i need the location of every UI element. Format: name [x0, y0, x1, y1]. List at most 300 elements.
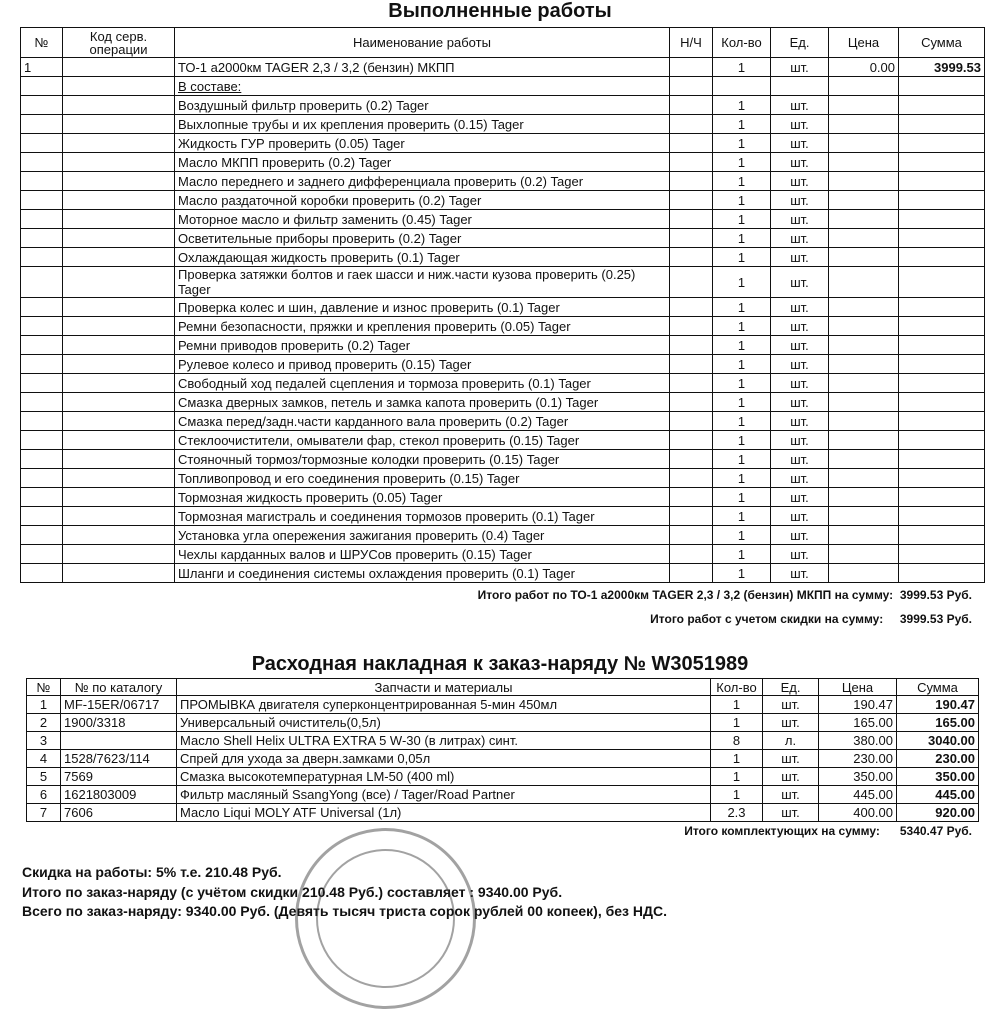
cell-name: Смазка перед/задн.части карданного вала проверить (0.2) Tager	[175, 412, 670, 431]
parts-row	[27, 786, 979, 804]
cell-nh	[670, 374, 713, 393]
works-main-row	[21, 58, 985, 77]
col-name: Запчасти и материалы	[177, 679, 711, 696]
cell-price	[829, 431, 899, 450]
cell-sum	[899, 267, 985, 298]
works-item-row	[21, 153, 985, 172]
parts-total-line	[684, 824, 972, 838]
works-discount-total-label: Итого работ с учетом скидки на сумму:	[650, 612, 884, 626]
cell-code	[63, 153, 175, 172]
cell-code	[63, 526, 175, 545]
cell-price	[829, 267, 899, 298]
works-item-row	[21, 431, 985, 450]
works-item-row	[21, 210, 985, 229]
parts-row	[27, 804, 979, 822]
cell-nh	[670, 564, 713, 583]
works-item-row	[21, 229, 985, 248]
cell-sum: 445.00	[897, 786, 979, 804]
cell-code	[63, 298, 175, 317]
works-item-row	[21, 374, 985, 393]
works-composition-row	[21, 77, 985, 96]
parts-title: Расходная накладная к заказ-наряду № W3051989	[251, 653, 749, 675]
cell-price	[829, 229, 899, 248]
cell-price	[829, 355, 899, 374]
cell-name: ПРОМЫВКА двигателя суперконцентрированная 5-мин 450мл	[177, 696, 711, 714]
cell-name: Рулевое колесо и привод проверить (0.15) Tager	[175, 355, 670, 374]
cell-sum: 190.47	[897, 696, 979, 714]
cell-sum	[899, 153, 985, 172]
cell-name: Ремни приводов проверить (0.2) Tager	[175, 336, 670, 355]
cell-name: Масло Liqui MOLY ATF Universal (1л)	[177, 804, 711, 822]
cell-name: Проверка затяжки болтов и гаек шасси и ниж.части кузова проверить (0.25) Tager	[175, 267, 670, 298]
cell-qty: 1	[713, 153, 771, 172]
cell-qty: 1	[713, 96, 771, 115]
cell-price	[829, 298, 899, 317]
cell-name: Масло раздаточной коробки проверить (0.2) Tager	[175, 191, 670, 210]
cell-name: Проверка колес и шин, давление и износ проверить (0.1) Tager	[175, 298, 670, 317]
cell-num	[21, 229, 63, 248]
cell-unit: шт.	[771, 564, 829, 583]
cell-num: 2	[27, 714, 61, 732]
cell-sum	[899, 298, 985, 317]
cell-sum	[899, 355, 985, 374]
cell-nh	[670, 210, 713, 229]
cell-nh	[670, 488, 713, 507]
cell-qty: 1	[713, 564, 771, 583]
cell-name: Масло переднего и заднего дифференциала проверить (0.2) Tager	[175, 172, 670, 191]
works-item-row	[21, 545, 985, 564]
cell-sum	[899, 96, 985, 115]
cell-num: 5	[27, 768, 61, 786]
cell-code	[63, 115, 175, 134]
cell-unit: шт.	[771, 229, 829, 248]
cell-unit: шт.	[771, 526, 829, 545]
cell-qty: 1	[713, 488, 771, 507]
cell-qty: 1	[713, 191, 771, 210]
cell-catalog: 1528/7623/114	[61, 750, 177, 768]
cell-price	[829, 412, 899, 431]
cell-unit: шт.	[771, 469, 829, 488]
works-item-row	[21, 298, 985, 317]
cell-qty: 1	[711, 750, 763, 768]
works-table	[20, 27, 985, 583]
cell-sum	[899, 393, 985, 412]
parts-table	[26, 678, 979, 822]
cell-name: Шланги и соединения системы охлаждения проверить (0.1) Tager	[175, 564, 670, 583]
cell-sum	[899, 564, 985, 583]
discount-line: Скидка на работы: 5% т.е. 210.48 Руб.	[22, 864, 282, 880]
cell-num: 6	[27, 786, 61, 804]
cell-unit: шт.	[771, 298, 829, 317]
works-item-row	[21, 172, 985, 191]
cell-num	[21, 526, 63, 545]
cell-code	[63, 172, 175, 191]
cell-qty: 1	[713, 229, 771, 248]
cell-code	[63, 191, 175, 210]
cell-qty: 1	[713, 336, 771, 355]
cell-unit: шт.	[763, 696, 819, 714]
cell-catalog: 7606	[61, 804, 177, 822]
works-item-row	[21, 469, 985, 488]
cell-sum	[899, 431, 985, 450]
cell-price	[829, 374, 899, 393]
col-name: Наименование работы	[175, 28, 670, 58]
cell-unit: шт.	[771, 191, 829, 210]
cell-name: Охлаждающая жидкость проверить (0.1) Tager	[175, 248, 670, 267]
cell-price: 165.00	[819, 714, 897, 732]
cell-sum: 920.00	[897, 804, 979, 822]
cell-qty: 1	[713, 210, 771, 229]
parts-row	[27, 768, 979, 786]
cell-sum: 230.00	[897, 750, 979, 768]
cell-num: 1	[21, 58, 63, 77]
cell-price: 0.00	[829, 58, 899, 77]
cell-unit: шт.	[771, 507, 829, 526]
cell-num	[21, 172, 63, 191]
cell-nh	[670, 248, 713, 267]
cell-code	[63, 96, 175, 115]
cell-catalog	[61, 732, 177, 750]
cell-sum	[899, 374, 985, 393]
cell-num	[21, 355, 63, 374]
cell-nh	[670, 267, 713, 298]
cell-num	[21, 412, 63, 431]
cell-price	[829, 191, 899, 210]
cell-sum	[899, 134, 985, 153]
cell-price	[829, 153, 899, 172]
cell-name: Чехлы карданных валов и ШРУСов проверить (0.15) Tager	[175, 545, 670, 564]
cell-code	[63, 267, 175, 298]
cell-sum	[899, 469, 985, 488]
cell-num	[21, 507, 63, 526]
cell-unit: шт.	[771, 336, 829, 355]
cell-code	[63, 248, 175, 267]
cell-sum: 350.00	[897, 768, 979, 786]
cell-name: Моторное масло и фильтр заменить (0.45) Tager	[175, 210, 670, 229]
works-item-row	[21, 134, 985, 153]
cell-sum: 3999.53	[899, 58, 985, 77]
works-item-row	[21, 507, 985, 526]
cell-num	[21, 374, 63, 393]
cell-price	[829, 134, 899, 153]
cell-price	[829, 450, 899, 469]
col-code: Код серв. операции	[63, 28, 175, 58]
cell-name: Тормозная жидкость проверить (0.05) Tager	[175, 488, 670, 507]
cell-price	[829, 210, 899, 229]
cell-name: Ремни безопасности, пряжки и крепления проверить (0.05) Tager	[175, 317, 670, 336]
cell-qty: 1	[713, 393, 771, 412]
cell-sum	[899, 317, 985, 336]
cell-unit: шт.	[771, 267, 829, 298]
works-item-row	[21, 355, 985, 374]
cell-qty: 1	[711, 786, 763, 804]
cell-catalog: 7569	[61, 768, 177, 786]
cell-price: 350.00	[819, 768, 897, 786]
cell-nh	[670, 298, 713, 317]
cell-name: Выхлопные трубы и их крепления проверить (0.15) Tager	[175, 115, 670, 134]
cell-name: Фильтр масляный SsangYong (все) / Tager/Road Partner	[177, 786, 711, 804]
works-item-row	[21, 393, 985, 412]
cell-price	[829, 115, 899, 134]
cell-unit: шт.	[763, 768, 819, 786]
cell-price	[829, 545, 899, 564]
cell-name: Тормозная магистраль и соединения тормозов проверить (0.1) Tager	[175, 507, 670, 526]
cell-name: Топливопровод и его соединения проверить (0.15) Tager	[175, 469, 670, 488]
cell-name: Воздушный фильтр проверить (0.2) Tager	[175, 96, 670, 115]
cell-num: 3	[27, 732, 61, 750]
cell-unit: шт.	[771, 96, 829, 115]
cell-price	[829, 488, 899, 507]
cell-nh	[670, 134, 713, 153]
cell-qty: 1	[713, 317, 771, 336]
cell-qty: 1	[713, 134, 771, 153]
cell-price	[829, 507, 899, 526]
col-unit: Ед.	[763, 679, 819, 696]
cell-sum: 3040.00	[897, 732, 979, 750]
cell-unit: шт.	[771, 248, 829, 267]
cell-nh	[670, 545, 713, 564]
col-price: Цена	[819, 679, 897, 696]
cell-unit: шт.	[771, 172, 829, 191]
cell-sum	[899, 210, 985, 229]
cell-qty: 1	[713, 355, 771, 374]
company-stamp	[295, 828, 476, 1009]
cell-nh	[670, 355, 713, 374]
cell-unit: шт.	[771, 412, 829, 431]
cell-name: Осветительные приборы проверить (0.2) Tager	[175, 229, 670, 248]
cell-code	[63, 507, 175, 526]
cell-num: 1	[27, 696, 61, 714]
cell-catalog: 1621803009	[61, 786, 177, 804]
cell-qty: 1	[711, 768, 763, 786]
cell-sum	[899, 248, 985, 267]
col-qty: Кол-во	[711, 679, 763, 696]
cell-name: Жидкость ГУР проверить (0.05) Tager	[175, 134, 670, 153]
cell-unit: шт.	[771, 545, 829, 564]
cell-num	[21, 191, 63, 210]
cell-name: Масло МКПП проверить (0.2) Tager	[175, 153, 670, 172]
works-item-row	[21, 115, 985, 134]
cell-sum	[899, 507, 985, 526]
cell-nh	[670, 393, 713, 412]
col-unit: Ед.	[771, 28, 829, 58]
cell-unit: шт.	[771, 115, 829, 134]
cell-num: 4	[27, 750, 61, 768]
cell-sum	[899, 545, 985, 564]
cell-unit: шт.	[771, 134, 829, 153]
cell-sum	[899, 526, 985, 545]
cell-nh	[670, 431, 713, 450]
cell-unit: шт.	[763, 804, 819, 822]
cell-sum	[899, 412, 985, 431]
works-item-row	[21, 336, 985, 355]
cell-price	[829, 393, 899, 412]
cell-price: 400.00	[819, 804, 897, 822]
cell-num	[21, 96, 63, 115]
cell-price: 380.00	[819, 732, 897, 750]
cell-qty: 1	[711, 714, 763, 732]
cell-price	[829, 564, 899, 583]
cell-num	[21, 469, 63, 488]
cell-unit: шт.	[771, 393, 829, 412]
works-item-row	[21, 248, 985, 267]
cell-unit: шт.	[763, 786, 819, 804]
cell-code	[63, 355, 175, 374]
cell-unit: шт.	[771, 431, 829, 450]
cell-num	[21, 431, 63, 450]
cell-num	[21, 564, 63, 583]
cell-qty: 1	[713, 412, 771, 431]
cell-name: Спрей для ухода за дверн.замками 0,05л	[177, 750, 711, 768]
parts-row	[27, 714, 979, 732]
cell-price	[829, 469, 899, 488]
cell-code	[63, 229, 175, 248]
cell-name: Универсальный очиститель(0,5л)	[177, 714, 711, 732]
cell-name: Масло Shell Helix ULTRA EXTRA 5 W-30 (в литрах) синт.	[177, 732, 711, 750]
col-price: Цена	[829, 28, 899, 58]
cell-unit: шт.	[771, 355, 829, 374]
cell-qty: 1	[713, 248, 771, 267]
cell-qty: 1	[713, 298, 771, 317]
cell-qty: 1	[713, 267, 771, 298]
works-total-line	[478, 588, 972, 602]
works-item-row	[21, 191, 985, 210]
cell-price	[829, 526, 899, 545]
parts-total-label: Итого комплектующих на сумму:	[684, 824, 880, 838]
cell-nh	[670, 229, 713, 248]
col-sum: Сумма	[897, 679, 979, 696]
cell-code	[63, 431, 175, 450]
cell-price	[829, 336, 899, 355]
cell-qty: 1	[713, 115, 771, 134]
order-total-line: Итого по заказ-наряду (с учётом скидки 210.48 Руб.) составляет : 9340.00 Руб.	[22, 884, 563, 900]
cell-code	[63, 469, 175, 488]
cell-unit: шт.	[771, 153, 829, 172]
works-item-row	[21, 450, 985, 469]
cell-num: 7	[27, 804, 61, 822]
cell-nh	[670, 507, 713, 526]
works-item-row	[21, 317, 985, 336]
cell-nh	[670, 96, 713, 115]
parts-row	[27, 750, 979, 768]
cell-catalog: 1900/3318	[61, 714, 177, 732]
cell-name: Смазка высокотемпературная LM-50 (400 ml)	[177, 768, 711, 786]
cell-code	[63, 134, 175, 153]
cell-num	[21, 488, 63, 507]
cell-qty: 8	[711, 732, 763, 750]
cell-num	[21, 210, 63, 229]
col-qty: Кол-во	[713, 28, 771, 58]
works-body	[21, 58, 985, 583]
cell-code	[63, 545, 175, 564]
cell-sum	[899, 229, 985, 248]
works-total-value: 3999.53 Руб.	[899, 588, 972, 602]
works-title: Выполненные работы	[388, 0, 612, 22]
cell-sum	[899, 336, 985, 355]
cell-sum	[899, 488, 985, 507]
composition-label: В составе:	[175, 77, 670, 96]
cell-price	[829, 172, 899, 191]
cell-price: 445.00	[819, 786, 897, 804]
cell-nh	[670, 317, 713, 336]
cell-price: 190.47	[819, 696, 897, 714]
works-item-row	[21, 526, 985, 545]
cell-catalog: MF-15ER/06717	[61, 696, 177, 714]
cell-name: Стояночный тормоз/тормозные колодки проверить (0.15) Tager	[175, 450, 670, 469]
cell-unit: шт.	[771, 317, 829, 336]
cell-price	[829, 317, 899, 336]
cell-nh	[670, 172, 713, 191]
order-grand-total-line: Всего по заказ-наряду: 9340.00 Руб. (Девять тысяч триста сорок рублей 00 копеек), без НДС.	[22, 903, 667, 919]
cell-unit: шт.	[771, 210, 829, 229]
cell-num	[21, 545, 63, 564]
cell-nh	[670, 191, 713, 210]
parts-row	[27, 696, 979, 714]
parts-total-value: 5340.47 Руб.	[899, 824, 972, 838]
cell-nh	[670, 450, 713, 469]
cell-num	[21, 134, 63, 153]
works-total-label: Итого работ по ТО-1 а2000км TAGER 2,3 / 3,2 (бензин) МКПП на сумму:	[477, 588, 894, 602]
cell-qty: 1	[711, 696, 763, 714]
cell-num	[21, 298, 63, 317]
cell-code	[63, 488, 175, 507]
cell-sum	[899, 450, 985, 469]
cell-num	[21, 336, 63, 355]
cell-qty: 1	[713, 526, 771, 545]
cell-sum	[899, 115, 985, 134]
cell-sum: 165.00	[897, 714, 979, 732]
cell-price	[829, 248, 899, 267]
cell-qty: 1	[713, 431, 771, 450]
works-item-row	[21, 564, 985, 583]
cell-name: ТО-1 а2000км TAGER 2,3 / 3,2 (бензин) МКПП	[175, 58, 670, 77]
col-sum: Сумма	[899, 28, 985, 58]
cell-nh	[670, 115, 713, 134]
cell-num	[21, 317, 63, 336]
cell-name: Установка угла опережения зажигания проверить (0.4) Tager	[175, 526, 670, 545]
cell-num	[21, 267, 63, 298]
parts-body	[27, 696, 979, 822]
cell-qty: 1	[713, 172, 771, 191]
cell-nh	[670, 469, 713, 488]
cell-num	[21, 115, 63, 134]
cell-unit: шт.	[763, 750, 819, 768]
cell-qty: 1	[713, 58, 771, 77]
col-catalog: № по каталогу	[61, 679, 177, 696]
cell-nh	[670, 526, 713, 545]
cell-nh	[670, 58, 713, 77]
cell-qty: 1	[713, 374, 771, 393]
works-item-row	[21, 488, 985, 507]
col-num: №	[21, 28, 63, 58]
cell-code	[63, 393, 175, 412]
cell-num	[21, 450, 63, 469]
col-num: №	[27, 679, 61, 696]
cell-code	[63, 317, 175, 336]
cell-name: Свободный ход педалей сцепления и тормоза проверить (0.1) Tager	[175, 374, 670, 393]
cell-qty: 1	[713, 545, 771, 564]
cell-name: Смазка дверных замков, петель и замка капота проверить (0.1) Tager	[175, 393, 670, 412]
parts-row	[27, 732, 979, 750]
cell-price: 230.00	[819, 750, 897, 768]
cell-sum	[899, 172, 985, 191]
works-item-row	[21, 267, 985, 298]
cell-num	[21, 248, 63, 267]
cell-nh	[670, 412, 713, 431]
parts-header-row	[27, 679, 979, 696]
cell-unit: л.	[763, 732, 819, 750]
cell-code	[63, 564, 175, 583]
